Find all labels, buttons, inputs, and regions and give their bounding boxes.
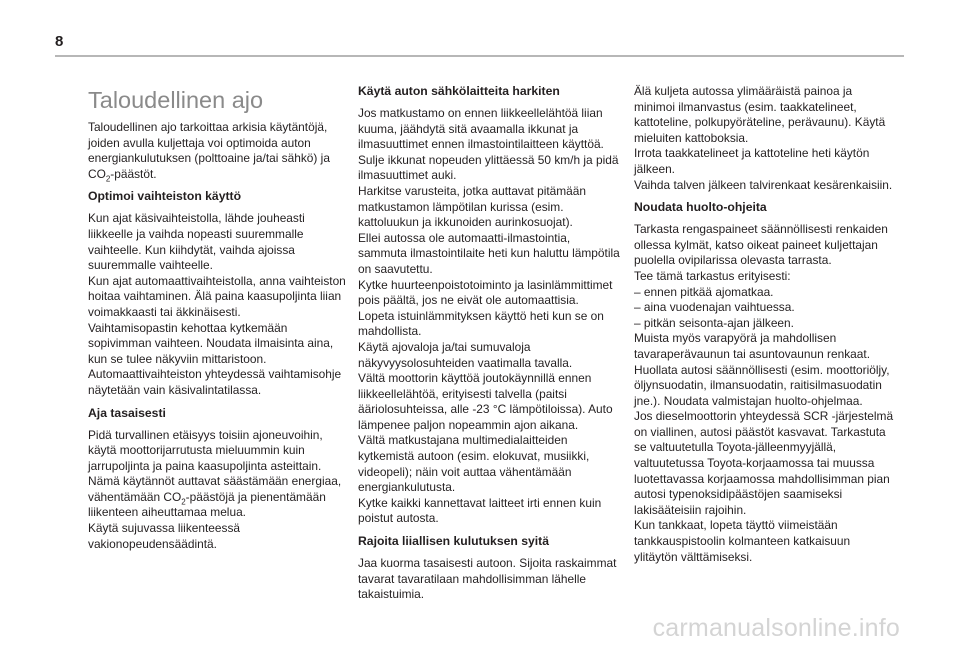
- co2-subscript: 2: [105, 174, 111, 184]
- heading-electrical: Käytä auton sähkölaitteita harkiten: [358, 84, 560, 98]
- page-title: Taloudellinen ajo: [88, 87, 264, 113]
- header-divider: [55, 55, 904, 57]
- column-1: [88, 86, 350, 559]
- heading-limit-consumption: Rajoita liiallisen kulutuksen syitä: [358, 534, 550, 549]
- column-3: [634, 84, 896, 572]
- paragraph-drive-smoothly: [88, 428, 350, 553]
- heading-drive-smoothly: Aja tasaisesti: [88, 405, 166, 420]
- column-2: [358, 84, 620, 610]
- heading-maintenance: Noudata huolto-ohjeita: [634, 200, 767, 215]
- intro-text-b: -päästöt.: [110, 166, 157, 181]
- paragraph-electrical: Jos matkustamo on ennen liikkeellelähtöä liian kuuma, jäähdytä sitä avaamalla ikkunat ja ilmasuuttimet ennen ilmastointilaitteen käyttöä. Sulje ikkunat nopeuden ylittäessä 50 km/h ja pidä ilmasuuttimet auki. Harkitse varusteita, jotka auttavat pitämään matkustamon lämpötilan kurissa (esim. kattoluukun ja ikkunoiden aurinkosuojat). Ellei autossa ole automaatti-ilmastointia, sammuta ilmastointilaite heti kun haluttu lämpötila on saavutettu. Kytke huurteenpoistotoiminto ja lasinlämmittimet pois päältä, jos ne eivät ole automaattisia. Lopeta istuinlämmityksen käyttö heti kun se on mahdollista. Käytä ajovaloja ja/tai sumuvaloja näkyvyysolosuhteiden vaatimalla tavalla. Vältä moottorin käyttöä joutokäynnillä ennen liikkeellelähtöä, erityisesti talvella (paitsi ääriolosuhteissa, alle -23 °C lämpötiloissa). Auto lämpenee paljon nopeammin ajon aikana. Vältä matkustajana multimedialaitteiden kytkemistä autoon (esim. elokuvat, musiikki, videopeli); näin voit auttaa vähentämään energiankulutusta. Kytke kaikki kannettavat laitteet irti ennen kuin poistut autosta.: [358, 106, 620, 526]
- intro-paragraph: [88, 120, 350, 182]
- paragraph-gearbox: Kun ajat käsivaihteistolla, lähde jouheasti liikkeelle ja vaihda nopeasti suuremmalle vaihteelle. Kun kiihdytät, vaihda ajoissa suuremmalle vaihteelle. Kun ajat automaattivaihteistolla, anna vaihteiston hoitaa vaihtaminen. Älä paina kaasupoljinta liian voimakkaasti tai äkkinäisesti. Vaihtamisopastin kehottaa kytkemään sopivimman vaihteen. Noudata ilmaisinta aina, kun se tulee näkyviin mittaristoon. Automaattivaihteiston yhteydessä vaihtamisohje näytetään vain käsivalintatilassa.: [88, 211, 346, 397]
- paragraph-maintenance: Tarkasta rengaspaineet säännöllisesti renkaiden ollessa kylmät, katso oikeat paineet kuljettajan puolella ovipilarissa olevasta tarrasta. Tee tämä tarkastus erityisesti: – ennen pitkää ajomatkaa. – aina vuodenajan vaihtuessa. – pitkän seisonta-ajan jälkeen. Muista myös varapyörä ja mahdollisen tavaraperävaunun tai asuntovaunun renkaat. Huollata autosi säännöllisesti (esim. moottoriöljy, öljynsuodatin, ilmansuodatin, raitisilmasuodatin jne.). Noudata valmistajan huolto-ohjelmaa. Jos dieselmoottorin yhteydessä SCR -järjestelmä on viallinen, autosi päästöt kasvavat. Tarkastuta se valtuutetulla Toyota-jälleenmyyjällä, valtuutetussa Toyota-korjaamossa tai muussa luotettavassa korjaamossa mahdollisimman pian autosi typenoksidipäästöjen saamiseksi lakisääteisiin rajoihin. Kun tankkaat, lopeta täyttö viimeistään tankkauspistoolin kolmanteen katkaisuun ylitäytön välttämiseksi.: [634, 222, 894, 564]
- drive-text-b: -päästöjä ja pienentämään liikenteen aiheuttamaa melua. Käytä sujuvassa liikenteessä vakionopeudensäädintä.: [88, 489, 326, 551]
- heading-gearbox: Optimoi vaihteiston käyttö: [88, 189, 242, 204]
- watermark: carmanualsonline.info: [652, 614, 900, 642]
- paragraph-limit-consumption: Jaa kuorma tasaisesti autoon. Sijoita raskaimmat tavarat tavaratilaan mahdollisimman lähelle takaistuimia.: [358, 556, 617, 602]
- co2-subscript: 2: [181, 497, 186, 507]
- intro-text-a: Taloudellinen ajo tarkoittaa arkisia käytäntöjä, joiden avulla kuljettaja voi optimoida auton energiankulutuksen (polttoaine ja/tai sähkö) ja CO: [88, 120, 330, 181]
- page-number: 8: [55, 33, 64, 50]
- drive-text-a: Pidä turvallinen etäisyys toisiin ajoneuvoihin, käytä moottorijarrutusta mieluummin kuin jarrupoljinta ja paina kaasupoljinta asteittain. Nämä käytännöt auttavat säästämään energiaa, vähentämään CO: [88, 427, 342, 504]
- paragraph-weight: Älä kuljeta autossa ylimääräistä painoa ja minimoi ilmanvastus (esim. taakkatelineet, kattoteline, polkupyöräteline, perävaunu). Käytä mieluiten kattoboksia. Irrota taakkatelineet ja kattoteline heti käytön jälkeen. Vaihda talven jälkeen talvirenkaat kesärenkaisiin.: [634, 84, 893, 192]
